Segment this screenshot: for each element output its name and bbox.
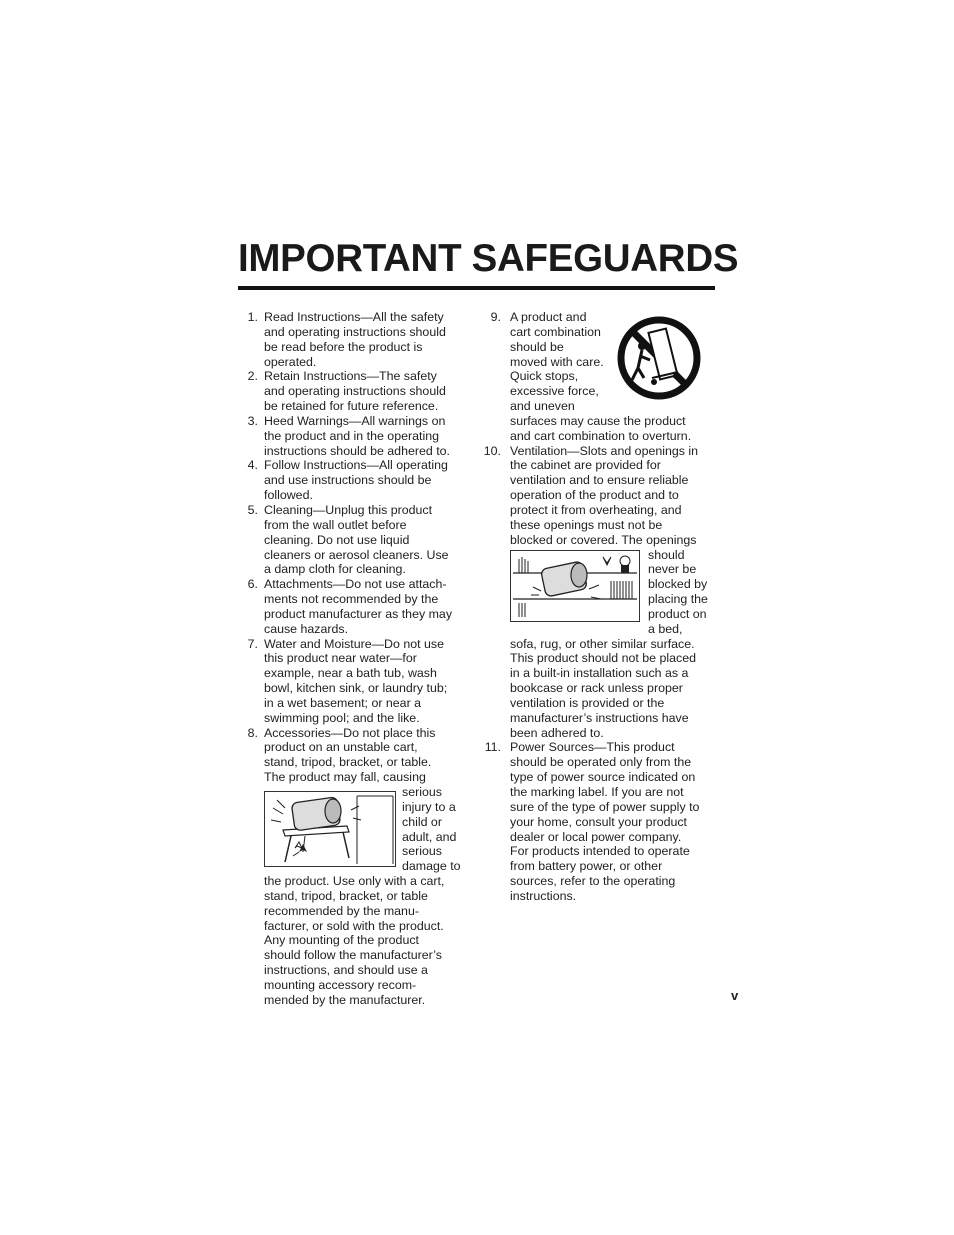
list-item — [240, 577, 472, 636]
list-item — [240, 414, 472, 459]
item-text: Read Instructions—All the safety and operating instructions should be read before the product is operated. — [264, 310, 446, 369]
list-item — [240, 310, 472, 369]
item-text: Retain Instructions—The safety and operating instructions should be retained for future reference. — [264, 369, 446, 414]
item-text: should never be blocked by placing the product on a bed, — [648, 547, 708, 636]
item-text: Heed Warnings—All warnings on the product and in the operating instructions should be adhered to. — [264, 413, 450, 458]
list-item — [482, 310, 718, 444]
item-text: Water and Moisture—Do not use this product near water—for example, near a bath tub, wash bowl, kitchen sink, or laundry tub; in a wet basement; or near a swimming pool; and the like. — [264, 636, 448, 725]
falling-table-illustration — [264, 791, 396, 867]
item-text: the product. Use only with a cart, stand, tripod, bracket, or table recommended by the manu- facturer, or sold with the product. Any mounting of the product should follow the manufacturer’s instructions, and should use a mounting accessory recom- mended by the manufacturer. — [264, 874, 445, 1007]
item-number: 7. — [247, 636, 258, 651]
item-number: 6. — [247, 577, 258, 592]
left-column — [240, 310, 472, 1008]
list-item — [240, 458, 472, 503]
page-title: IMPORTANT SAFEGUARDS — [238, 237, 739, 280]
item-number: 5. — [247, 502, 258, 517]
right-column — [482, 310, 718, 904]
cart-tip-over-warning-icon — [614, 316, 704, 400]
item-text: Follow Instructions—All operating and use instructions should be followed. — [264, 458, 448, 503]
list-item — [240, 726, 472, 1008]
item-number: 2. — [247, 369, 258, 384]
item-number: 9. — [490, 310, 501, 324]
item-text: Attachments—Do not use attach- ments not recommended by the product manufacturer as they may cause hazards. — [264, 577, 453, 636]
list-item — [240, 503, 472, 577]
item-text: sofa, rug, or other similar surface. This product should not be placed in a built-in installation such as a bookcase or rack unless proper ventilation is provided or the manufacturer’s instructions have been adhered to. — [510, 636, 696, 740]
item-text: Power Sources—This product should be operated only from the type of power source indicated on the marking label. If you are not sure of the type of power supply to your home, consult your product dealer or local power company. For products intended to operate from battery power, or other sources, refer to the operating instructions. — [510, 740, 700, 903]
item-number: 8. — [247, 725, 258, 740]
item-number: 11. — [484, 740, 501, 755]
item-text: Ventilation—Slots and openings in the cabinet are provided for ventilation and to ensure reliable operation of the product and to protect it from overheating, and these openings must not be blocked or covered. The openings — [510, 443, 699, 547]
cart-warning-illustration — [614, 316, 704, 404]
item-number: 3. — [247, 413, 258, 428]
item-number: 10. — [483, 443, 501, 458]
list-item — [240, 637, 472, 726]
bookcase-illustration — [510, 550, 640, 622]
item-text: Accessories—Do not place this product on an unstable cart, stand, tripod, bracket, or table. The product may fall, causing — [264, 725, 436, 785]
falling-table-icon — [265, 792, 395, 866]
page-number: v — [731, 988, 739, 1003]
list-item — [240, 369, 472, 414]
item-number: 4. — [247, 458, 258, 473]
item-text: A product and cart combination should be moved with care. Quick stops, excessive force, and uneven — [510, 310, 604, 414]
item-number: 1. — [247, 310, 258, 324]
blocked-ventilation-icon — [511, 551, 639, 621]
item-text: Cleaning—Unplug this product from the wall outlet before cleaning. Do not use liquid cleaners or aerosol cleaners. Use a damp cloth for cleaning. — [264, 502, 449, 577]
item-text: serious injury to a child or adult, and serious damage to — [402, 785, 461, 874]
item-text: surfaces may cause the product and cart combination to overturn. — [510, 413, 692, 443]
list-item — [482, 740, 718, 903]
list-item — [482, 444, 718, 741]
title-underline — [238, 286, 715, 290]
